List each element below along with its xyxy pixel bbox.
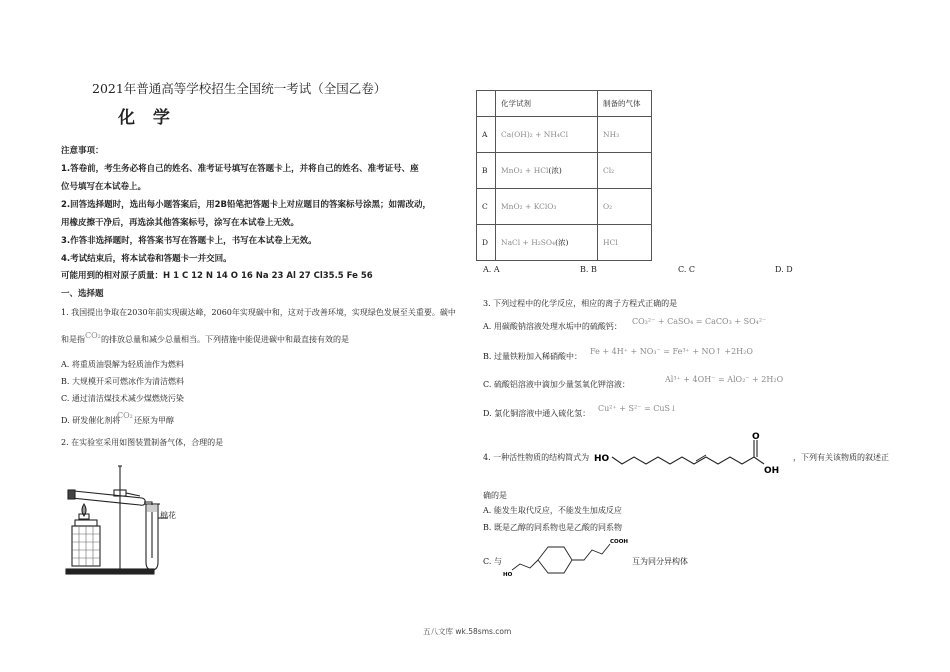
q3-eq-d: Cu²⁺ + S²⁻ = CuS↓ bbox=[598, 404, 677, 413]
note-line: 位号填写在本试卷上。 bbox=[61, 182, 147, 192]
q3-option-b: B. 过量铁粉加入稀硝酸中： bbox=[483, 352, 582, 361]
reagent-table bbox=[476, 90, 652, 261]
structure-formula-main bbox=[592, 428, 792, 480]
table-row bbox=[477, 153, 652, 189]
gas-cell: Cl₂ bbox=[598, 153, 652, 189]
reagent-suffix: (浓) bbox=[548, 166, 562, 175]
q4-option-a: A. 能发生取代反应，不能发生加成反应 bbox=[483, 506, 622, 515]
footer-watermark: 五八文库 wk.58sms.com bbox=[423, 627, 512, 636]
q4-option-b: B. 既是乙醇的同系物也是乙酸的同系物 bbox=[483, 523, 622, 532]
q4-stem-b: ，下列有关该物质的叙述正 bbox=[793, 453, 889, 462]
ho-label-small: HO bbox=[503, 572, 513, 578]
note-line: 用橡皮擦干净后，再选涂其他答案标号，涂写在本试卷上无效。 bbox=[61, 218, 300, 228]
note-line: 3.作答非选择题时，将答案书写在答题卡上，书写在本试卷上无效。 bbox=[61, 236, 317, 246]
table-header: 化学试剂 bbox=[496, 91, 598, 117]
row-label: C bbox=[477, 189, 496, 225]
table-row bbox=[477, 189, 652, 225]
co2-formula: CO₂ bbox=[117, 411, 133, 420]
q1-option-d-a: D. 研发催化剂将 bbox=[61, 416, 121, 425]
reagent-cell: MnO₂ + HCl bbox=[501, 166, 549, 175]
reagent-suffix: (浓) bbox=[555, 238, 569, 247]
gas-cell: HCl bbox=[598, 225, 652, 261]
q1-stem-line1: 1. 我国提出争取在2030年前实现碳达峰，2060年实现碳中和，这对于改善环境，实现绿色发展至关重要。碳中 bbox=[61, 308, 456, 317]
structure-formula-option-c bbox=[500, 532, 640, 578]
q2-option-b: B. B bbox=[580, 265, 597, 274]
q1-option-c: C. 通过清洁煤技术减少煤燃烧污染 bbox=[61, 394, 184, 403]
gas-cell: O₂ bbox=[598, 189, 652, 225]
q2-option-a: A. A bbox=[483, 265, 500, 274]
q3-eq-c: Al³⁺ + 4OH⁻ = AlO₂⁻ + 2H₂O bbox=[665, 375, 784, 384]
oh-label: OH bbox=[764, 466, 780, 476]
q3-eq-a: CO₃²⁻ + CaSO₄ = CaCO₃ + SO₄²⁻ bbox=[632, 317, 767, 326]
reagent-cell: NaCl + H₂SO₄ bbox=[501, 238, 556, 247]
note-line: 4.考试结束后，将本试卷和答题卡一并交回。 bbox=[61, 254, 232, 264]
apparatus-diagram bbox=[60, 462, 180, 584]
reagent-cell: Ca(OH)₂ + NH₄Cl bbox=[496, 117, 598, 153]
reagent-cell: MnO₂ + KClO₃ bbox=[496, 189, 598, 225]
note-line: 2.回答选择题时，选出每小题答案后，用2B铅笔把答题卡上对应题目的答案标号涂黑；如需改动， bbox=[61, 200, 432, 210]
q2-option-d: D. D bbox=[775, 265, 793, 274]
q2-option-c: C. C bbox=[678, 265, 696, 274]
gas-cell: NH₃ bbox=[598, 117, 652, 153]
q3-stem: 3. 下列过程中的化学反应，相应的离子方程式正确的是 bbox=[483, 299, 678, 308]
ho-label: HO bbox=[594, 454, 610, 464]
q2-stem: 2. 在实验室采用如图装置制备气体，合理的是 bbox=[61, 438, 224, 447]
exam-title: 2021年普通高等学校招生全国统一考试（全国乙卷） bbox=[92, 81, 387, 96]
q4-option-c-a: C. 与 bbox=[483, 557, 502, 566]
q3-eq-b: Fe + 4H⁺ + NO₃⁻ = Fe³⁺ + NO↑ +2H₂O bbox=[590, 347, 753, 356]
q4-stem-c: 确的是 bbox=[483, 491, 507, 500]
co2-formula: CO₂ bbox=[85, 331, 101, 340]
subject-title: 化 学 bbox=[118, 108, 176, 128]
reagent-table-wrap bbox=[476, 90, 652, 261]
q1-stem-line2a: 和是指 bbox=[61, 335, 85, 344]
q1-stem-line2b: 的排放总量和减少总量相当。下列措施中能促进碳中和最直接有效的是 bbox=[101, 335, 349, 344]
section-heading: 一、选择题 bbox=[61, 289, 104, 299]
row-label: B bbox=[477, 153, 496, 189]
table-header: 制备的气体 bbox=[598, 91, 652, 117]
q3-option-c: C. 硫酸铝溶液中滴加少量氢氧化钾溶液： bbox=[483, 380, 630, 389]
row-label: A bbox=[477, 117, 496, 153]
cotton-label: 棉花 bbox=[160, 511, 176, 520]
row-label: D bbox=[477, 225, 496, 261]
q4-stem-a: 4. 一种活性物质的结构简式为 bbox=[483, 453, 590, 462]
table-row bbox=[477, 117, 652, 153]
notes-heading: 注意事项： bbox=[61, 146, 104, 156]
q1-option-d-b: 还原为甲醇 bbox=[134, 416, 174, 425]
q3-option-a: A. 用碳酸钠溶液处理水垢中的硫酸钙： bbox=[483, 322, 622, 331]
q4-option-c-b: 互为同分异构体 bbox=[632, 557, 688, 566]
note-line: 1.答卷前，考生务必将自己的姓名、准考证号填写在答题卡上，并将自己的姓名、准考证号、座 bbox=[61, 164, 419, 174]
q3-option-d: D. 氯化铜溶液中通入硫化氢： bbox=[483, 409, 591, 418]
cooh-label: COOH bbox=[610, 539, 628, 545]
atomic-mass-line: 可能用到的相对原子质量：H 1 C 12 N 14 O 16 Na 23 Al 27 Cl35.5 Fe 56 bbox=[61, 271, 373, 281]
table-row bbox=[477, 225, 652, 261]
q1-option-a: A. 将重质油裂解为轻质油作为燃料 bbox=[61, 360, 184, 369]
q1-option-b: B. 大规模开采可燃冰作为清洁燃料 bbox=[61, 377, 184, 386]
o-label: O bbox=[752, 432, 760, 442]
